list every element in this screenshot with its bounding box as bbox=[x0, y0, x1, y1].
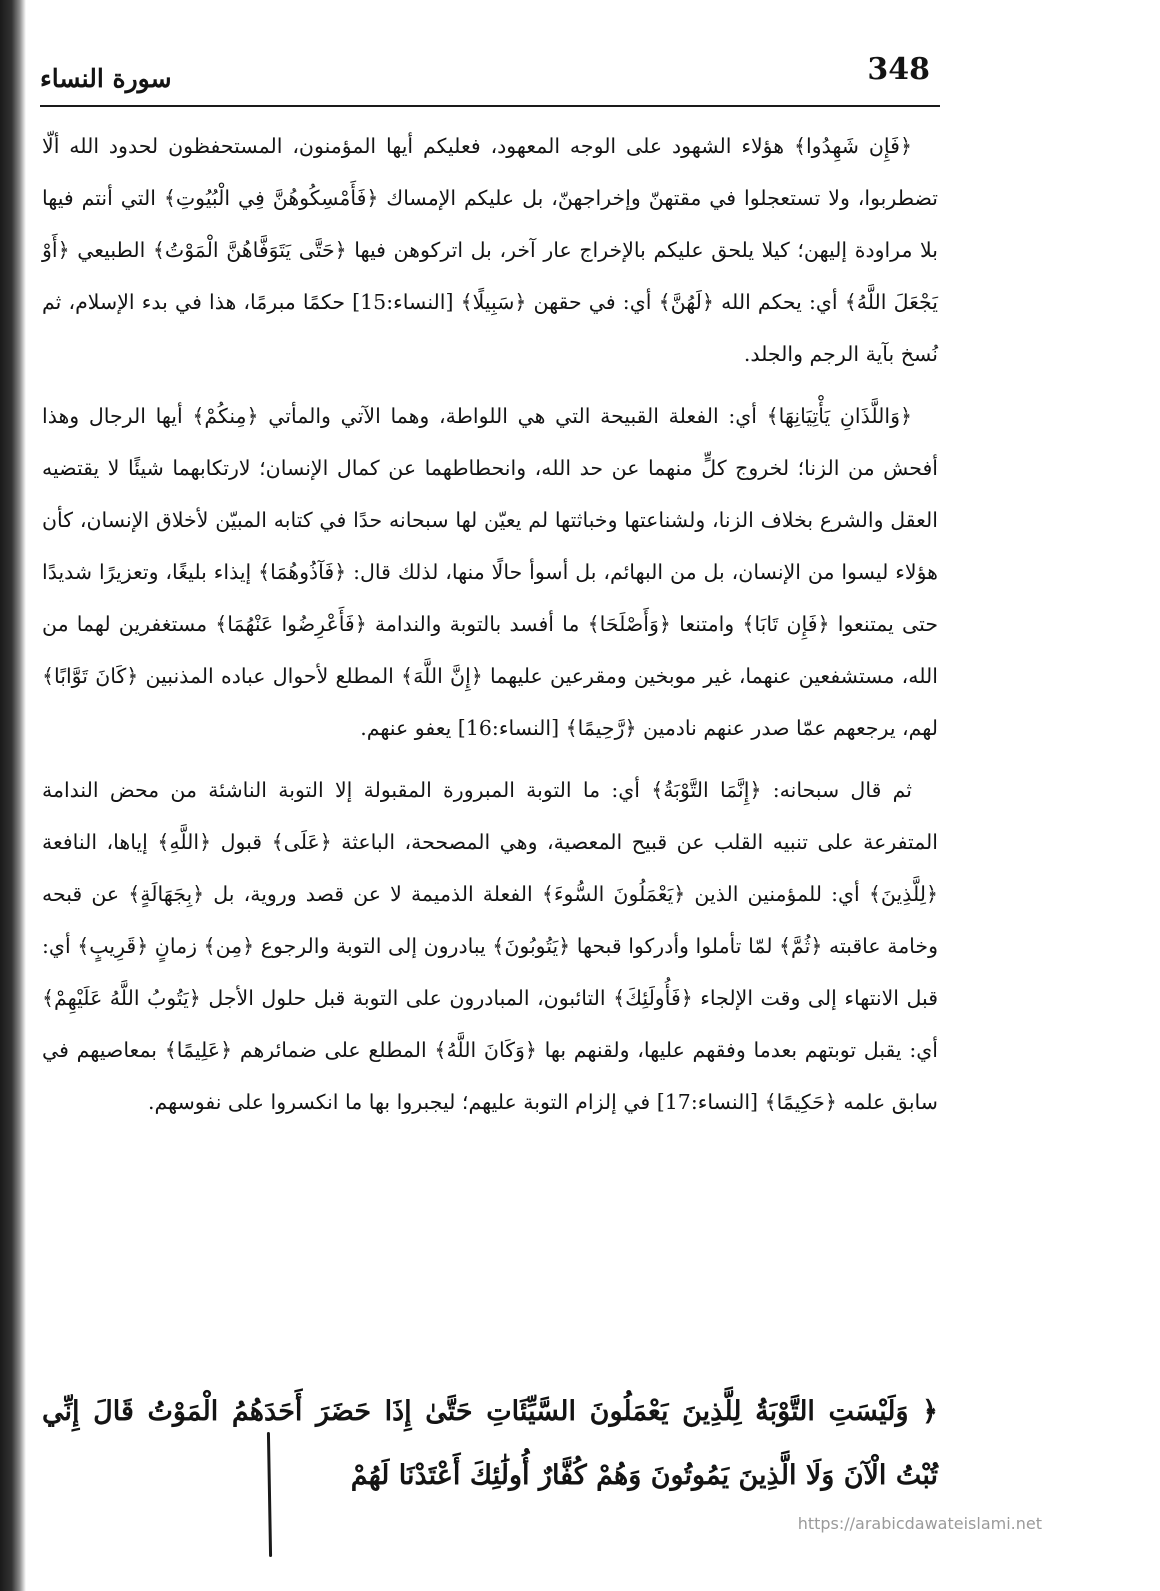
tafsir-paragraph: ﴿فَإِن شَهِدُوا﴾ هؤلاء الشهود على الوجه المعهود، فعليكم أيها المؤمنون، المستحفظون لحدود الله ألّا تضطربوا، ولا تستعجلوا في مقتهنّ وإخراجهنّ، بل عليكم الإمساك ﴿فَأَمْسِكُوهُنَّ فِي الْبُيُوتِ﴾ التي أنتم فيها بلا مراودة إليهن؛ كيلا يلحق عليكم بالإخراج عار آخر، بل اتركوهن فيها ﴿حَتَّى يَتَوَفَّاهُنَّ الْمَوْتُ﴾ الطبيعي ﴿أَوْ يَجْعَلَ اللَّهُ﴾ أي: يحكم الله ﴿لَهُنَّ﴾ أي: في حقهن ﴿سَبِيلًا﴾ [النساء:15] حكمًا مبرمًا، هذا في بدء الإسلام، ثم نُسخ بآية الرجم والجلد. bbox=[42, 134, 938, 366]
surah-title: سورة النساء bbox=[40, 64, 172, 93]
header-divider bbox=[40, 105, 940, 107]
tafsir-body bbox=[42, 120, 938, 1138]
source-watermark: https://arabicdawateislami.net bbox=[797, 1514, 1042, 1533]
page-number: 348 bbox=[867, 52, 930, 87]
tafsir-paragraph: ﴿وَاللَّذَانِ يَأْتِيَانِهَا﴾ أي: الفعلة القبيحة التي هي اللواطة، وهما الآتي والمأتي ﴿مِنكُمْ﴾ أيها الرجال وهذا أفحش من الزنا؛ لخروج كلٍّ منهما عن حد الله، وانحطاطهما عن كمال الإنسان؛ لارتكابهما شيئًا لا يقتضيه العقل والشرع بخلاف الزنا، ولشناعتها وخباثتها لم يعيّن لها سبحانه حدًا في كتابه المبيّن لأخلاق الإنسان، كأن هؤلاء ليسوا من الإنسان، بل من البهائم، بل أسوأ حالًا منها، لذلك قال: ﴿فَآذُوهُمَا﴾ إيذاء بليغًا، وتعزيرًا شديدًا حتى يمتنعوا ﴿فَإِن تَابَا﴾ وامتنعا ﴿وَأَصْلَحَا﴾ ما أفسد بالتوبة والندامة ﴿فَأَعْرِضُوا عَنْهُمَا﴾ مستغفرين لهما من الله، مستشفعين عنهما، غير موبخين ومقرعين عليهما ﴿إِنَّ اللَّهَ﴾ المطلع لأحوال عباده المذنبين ﴿كَانَ تَوَّابًا﴾ لهم، يرجعهم عمّا صدر عنهم نادمين ﴿رَّحِيمًا﴾ [النساء:16] يعفو عنهم. bbox=[42, 404, 938, 740]
scan-shadow-edge bbox=[0, 0, 26, 1591]
quran-verse: ﴿ وَلَيْسَتِ التَّوْبَةُ لِلَّذِينَ يَعْمَلُونَ السَّيِّئَاتِ حَتَّىٰ إِذَا حَضَرَ أَحَدَهُمُ الْمَوْتُ قَالَ إِنِّي تُبْتُ الْآنَ وَلَا الَّذِينَ يَمُوتُونَ وَهُمْ كُفَّارٌ أُولَٰئِكَ أَعْتَدْنَا لَهُمْ bbox=[42, 1396, 938, 1491]
page-header bbox=[40, 44, 940, 100]
tafsir-paragraph: ثم قال سبحانه: ﴿إِنَّمَا التَّوْبَةُ﴾ أي: ما التوبة المبرورة المقبولة إلا التوبة الناشئة من محض الندامة المتفرعة على تنبيه القلب عن قبيح المعصية، وهي المصححة، الباعثة ﴿عَلَى﴾ قبول ﴿اللَّهِ﴾ إياها، النافعة ﴿لِلَّذِينَ﴾ أي: للمؤمنين الذين ﴿يَعْمَلُونَ السُّوءَ﴾ الفعلة الذميمة لا عن قصد وروية، بل ﴿بِجَهَالَةٍ﴾ عن قبحه وخامة عاقبته ﴿ثُمَّ﴾ لمّا تأملوا وأدركوا قبحها ﴿يَتُوبُونَ﴾ يبادرون إلى التوبة والرجوع ﴿مِن﴾ زمانٍ ﴿قَرِيبٍ﴾ أي: قبل الانتهاء إلى وقت الإلجاء ﴿فَأُولَئِكَ﴾ التائبون، المبادرون على التوبة قبل حلول الأجل ﴿يَتُوبُ اللَّهُ عَلَيْهِمْ﴾ أي: يقبل توبتهم بعدما وفقهم عليها، ولقنهم بها ﴿وَكَانَ اللَّهُ﴾ المطلع على ضمائرهم ﴿عَلِيمًا﴾ بمعاصيهم في سابق علمه ﴿حَكِيمًا﴾ [النساء:17] في إلزام التوبة عليهم؛ ليجبروا بها ما انكسروا على نفوسهم. bbox=[42, 778, 938, 1114]
